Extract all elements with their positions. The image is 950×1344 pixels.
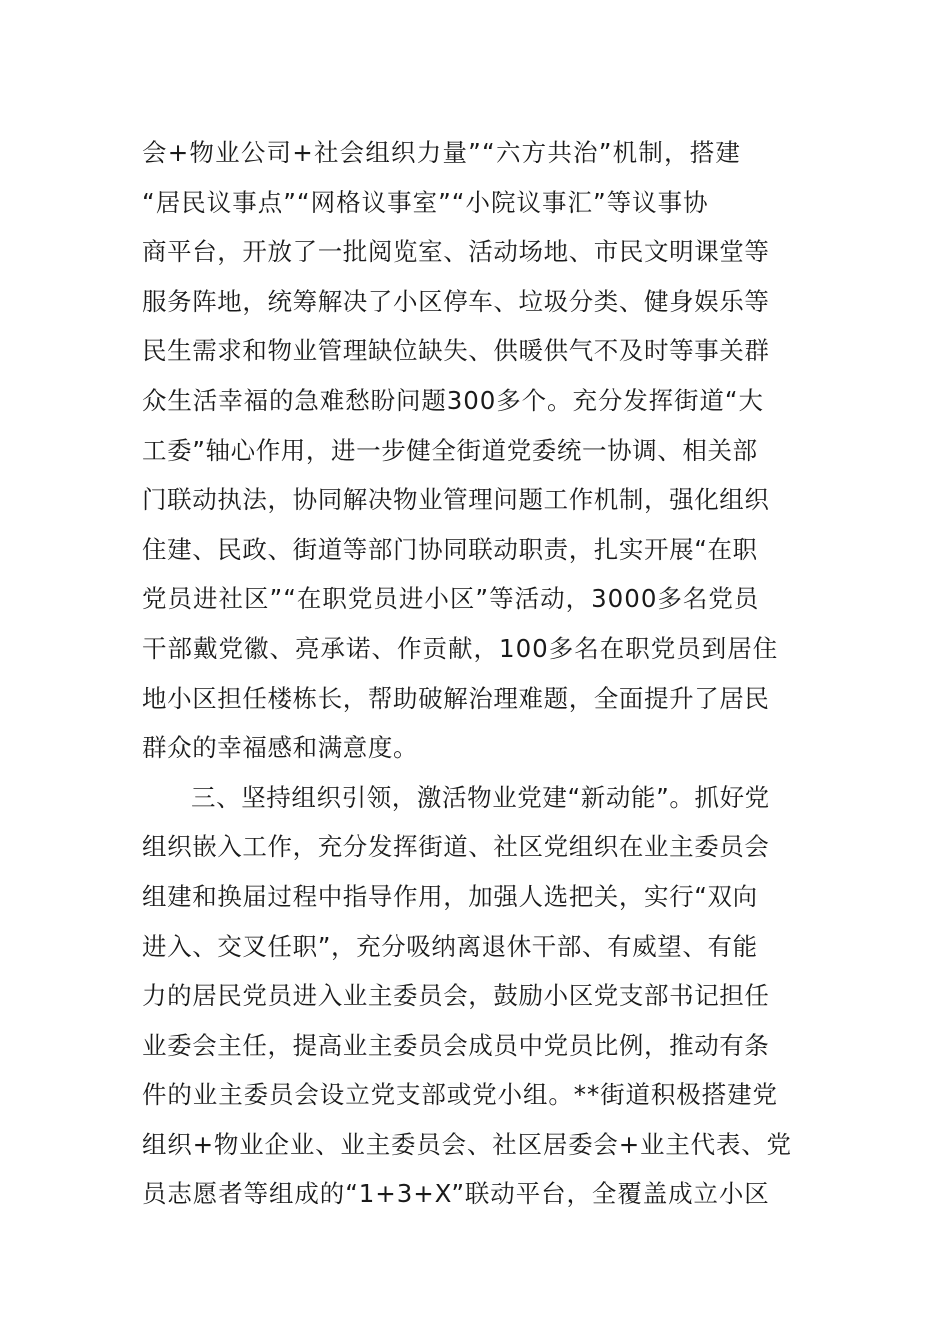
text-line: 进入、交叉任职”，充分吸纳离退休干部、有威望、有能 <box>142 931 758 961</box>
text-line: 员志愿者等组成的“1+3+X”联动平台，全覆盖成立小区 <box>142 1179 770 1209</box>
text-line: 民生需求和物业管理缺位缺失、供暖供气不及时等事关群 <box>142 336 770 366</box>
body-text <box>142 128 822 1219</box>
text-line: 服务阵地，统筹解决了小区停车、垃圾分类、健身娱乐等 <box>142 286 770 316</box>
text-line: 组织+物业企业、业主委员会、社区居委会+业主代表、党 <box>142 1129 792 1159</box>
text-line: 组织嵌入工作，充分发挥街道、社区党组织在业主委员会 <box>142 832 770 862</box>
text-line: 件的业主委员会设立党支部或党小组。**街道积极搭建党 <box>142 1080 778 1110</box>
text-line: 门联动执法，协同解决物业管理问题工作机制，强化组织 <box>142 485 770 515</box>
text-line: 众生活幸福的急难愁盼问题300多个。充分发挥街道“大 <box>142 385 764 415</box>
text-line: 组建和换届过程中指导作用，加强人选把关，实行“双向 <box>142 881 758 911</box>
text-line: 力的居民党员进入业主委员会，鼓励小区党支部书记担任 <box>142 981 770 1011</box>
text-line: 群众的幸福感和满意度。 <box>142 733 419 763</box>
text-line: 工委”轴心作用，进一步健全街道党委统一协调、相关部 <box>142 435 758 465</box>
text-line: 住建、民政、街道等部门协同联动职责，扎实开展“在职 <box>142 534 758 564</box>
paragraph-heading-line: 三、坚持组织引领，激活物业党建“新动能”。抓好党 <box>191 782 770 812</box>
text-line: 干部戴党徽、亮承诺、作贡献，100多名在职党员到居住 <box>142 633 779 663</box>
text-line: 地小区担任楼栋长，帮助破解治理难题，全面提升了居民 <box>142 683 770 713</box>
text-line: 党员进社区”“在职党员进小区”等活动，3000多名党员 <box>142 584 760 614</box>
text-line: 业委会主任，提高业主委员会成员中党员比例，推动有条 <box>142 1030 770 1060</box>
text-line: 会+物业公司+社会组织力量”“六方共治”机制，搭建 <box>142 138 742 167</box>
text-line: 商平台，开放了一批阅览室、活动场地、市民文明课堂等 <box>142 237 770 267</box>
text-line: “居民议事点”“网格议事室”“小院议事汇”等议事协 <box>142 187 709 217</box>
